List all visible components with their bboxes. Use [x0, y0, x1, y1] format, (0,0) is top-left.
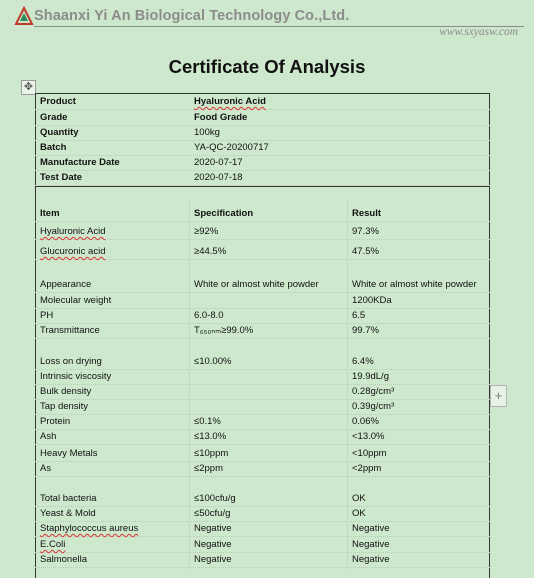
- table-row: [35, 309, 490, 324]
- cell-item: Bulk density: [40, 386, 92, 397]
- cell-specification: ≤100cfu/g: [194, 493, 236, 504]
- column-gridline: [189, 200, 190, 570]
- company-logo-icon: [14, 6, 34, 26]
- cell-specification: ≤50cfu/g: [194, 508, 231, 519]
- cell-item: Protein: [40, 416, 71, 427]
- cell-item: Salmonella: [40, 554, 87, 565]
- cell-item: Staphylococcus aureus: [40, 523, 139, 534]
- info-value: Hyaluronic Acid: [194, 96, 266, 107]
- cell-result: <2ppm: [352, 463, 382, 474]
- document-title: Certificate Of Analysis: [168, 56, 366, 77]
- cell-result: White or almost white powder: [352, 279, 477, 290]
- cell-item: PH: [40, 310, 54, 321]
- cell-specification: ≤2ppm: [194, 463, 223, 474]
- table-row: [35, 492, 490, 507]
- header-specification: Specification: [194, 208, 254, 219]
- cell-item: E.Coli: [40, 539, 66, 550]
- table-row: [35, 225, 490, 240]
- table-row: [35, 462, 490, 477]
- cell-result: 19.9dL/g: [352, 371, 389, 382]
- cell-item: Ash: [40, 431, 57, 442]
- cell-item: Yeast & Mold: [40, 508, 96, 519]
- cell-item: Loss on drying: [40, 356, 102, 367]
- info-label: Product: [40, 96, 76, 107]
- cell-specification: ≤13.0%: [194, 431, 227, 442]
- add-column-button[interactable]: +: [490, 385, 507, 407]
- cell-specification: Negative: [194, 539, 232, 550]
- cell-result: 99.7%: [352, 325, 379, 336]
- cell-item: Transmittance: [40, 325, 100, 336]
- cell-result: OK: [352, 493, 366, 504]
- table-move-handle-icon[interactable]: ✥: [21, 80, 36, 95]
- cell-result: Negative: [352, 523, 390, 534]
- cell-item: Tap density: [40, 401, 89, 412]
- info-label: Test Date: [40, 172, 83, 183]
- cell-result: 1200KDa: [352, 295, 392, 306]
- cell-item: Total bacteria: [40, 493, 97, 504]
- cell-result: <13.0%: [352, 431, 385, 442]
- cell-result: 0.28g/cm³: [352, 386, 395, 397]
- info-value: 2020-07-18: [194, 172, 243, 183]
- table-row: [35, 447, 490, 462]
- info-label: Quantity: [40, 127, 79, 138]
- cell-item: Appearance: [40, 279, 92, 290]
- cell-specification: White or almost white powder: [194, 279, 319, 290]
- cell-item: As: [40, 463, 52, 474]
- letterhead: [12, 4, 524, 44]
- table-row: [35, 278, 490, 293]
- cell-specification: 6.0-8.0: [194, 310, 224, 321]
- info-value: YA-QC-20200717: [194, 142, 269, 153]
- info-row: [35, 126, 490, 141]
- cell-specification: ≥44.5%: [194, 246, 227, 257]
- info-value: Food Grade: [194, 112, 248, 123]
- table-row: [35, 355, 490, 370]
- table-row: [35, 553, 490, 568]
- cell-result: 6.5: [352, 310, 366, 321]
- table-row: [35, 385, 490, 400]
- table-row: [35, 415, 490, 430]
- table-row: [35, 294, 490, 309]
- cell-result: 0.06%: [352, 416, 379, 427]
- info-value: 2020-07-17: [194, 157, 243, 168]
- info-row: [35, 111, 490, 126]
- table-header-row: [35, 207, 490, 222]
- info-label: Batch: [40, 142, 67, 153]
- table-row: [35, 370, 490, 385]
- cell-item: Hyaluronic Acid: [40, 226, 106, 237]
- cell-specification: ≤10.00%: [194, 356, 232, 367]
- table-divider: [35, 186, 490, 187]
- cell-result: Negative: [352, 554, 390, 565]
- table-row: [35, 324, 490, 339]
- cell-specification: ≤0.1%: [194, 416, 221, 427]
- cell-item: Heavy Metals: [40, 448, 98, 459]
- cell-specification: Negative: [194, 554, 232, 565]
- cell-result: OK: [352, 508, 366, 519]
- table-row: [35, 507, 490, 522]
- header-item: Item: [40, 208, 60, 219]
- info-row: [35, 156, 490, 171]
- info-value: 100kg: [194, 127, 220, 138]
- cell-result: <10ppm: [352, 448, 387, 459]
- cell-result: 6.4%: [352, 356, 374, 367]
- cell-specification: T₆₅₀ₙₘ≥99.0%: [194, 325, 254, 336]
- cell-result: 97.3%: [352, 226, 379, 237]
- table-row: [35, 538, 490, 553]
- cell-result: 0.39g/cm³: [352, 401, 395, 412]
- table-row: [35, 400, 490, 415]
- info-row: [35, 141, 490, 156]
- info-row: [35, 171, 490, 186]
- cell-specification: ≥92%: [194, 226, 219, 237]
- company-website: www.sxyasw.com: [439, 26, 518, 38]
- info-label: Grade: [40, 112, 68, 123]
- cell-specification: ≤10ppm: [194, 448, 229, 459]
- cell-item: Molecular weight: [40, 295, 112, 306]
- table-row: [35, 245, 490, 260]
- cell-item: Glucuronic acid: [40, 246, 106, 257]
- table-row: [35, 430, 490, 445]
- cell-item: Intrinsic viscosity: [40, 371, 112, 382]
- table-row: [35, 522, 490, 537]
- info-label: Manufacture Date: [40, 157, 120, 168]
- info-row: [35, 95, 490, 110]
- column-gridline: [347, 200, 348, 570]
- cell-result: Negative: [352, 539, 390, 550]
- cell-specification: Negative: [194, 523, 232, 534]
- cell-result: 47.5%: [352, 246, 379, 257]
- header-result: Result: [352, 208, 382, 219]
- company-name: Shaanxi Yi An Biological Technology Co.,Ltd.: [34, 8, 350, 24]
